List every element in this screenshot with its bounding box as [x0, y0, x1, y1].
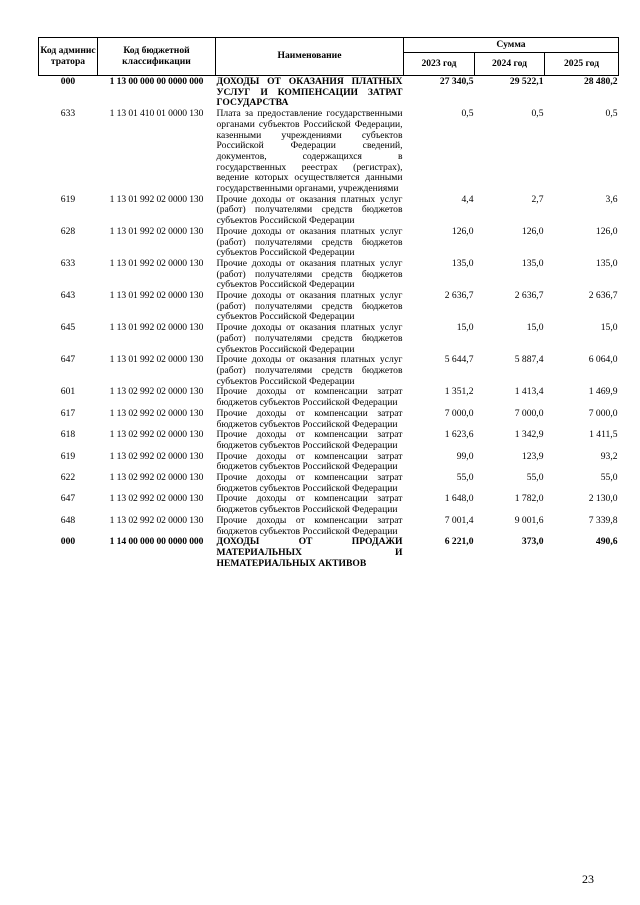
admin-code-cell: 622	[60, 472, 76, 484]
amount-2023-cell: 6 221,0	[444, 536, 474, 548]
admin-code-cell: 601	[60, 386, 76, 398]
amount-2025-cell: 28 480,2	[583, 76, 618, 87]
admin-code-cell: 628	[60, 225, 76, 237]
amount-2025-cell: 3,6	[605, 193, 618, 205]
budget-code-cell: 1 13 01 410 01 0000 130	[109, 108, 204, 120]
amount-2025-cell: 6 064,0	[588, 354, 618, 366]
amount-2025-cell: 1 469,9	[588, 386, 618, 398]
budget-code-cell: 1 13 02 992 02 0000 130	[109, 386, 204, 398]
amount-2023-cell: 1 351,2	[444, 386, 474, 398]
table-row	[39, 76, 619, 110]
admin-code-cell: 643	[60, 290, 76, 302]
amount-2025-cell: 15,0	[600, 322, 618, 334]
amount-2024-cell: 9 001,6	[514, 514, 544, 526]
admin-code-cell: 619	[60, 450, 76, 462]
header-sum: Сумма	[404, 38, 619, 53]
name-cell: Прочие доходы от компенсации затрат бюджетов субъектов Российской Федерации	[216, 514, 403, 537]
admin-code-cell: 617	[60, 407, 76, 419]
table-row	[39, 430, 619, 451]
amount-2024-cell: 135,0	[521, 257, 544, 269]
table-row	[39, 227, 619, 259]
name-cell: Прочие доходы от компенсации затрат бюджетов субъектов Российской Федерации	[216, 472, 403, 494]
name-cell: Прочие доходы от компенсации затрат бюджетов субъектов Российской Федерации	[216, 493, 403, 516]
table-header	[39, 38, 619, 76]
amount-2024-cell: 1 782,0	[514, 493, 544, 505]
name-cell: Прочие доходы от компенсации затрат бюджетов субъектов Российской Федерации	[216, 386, 403, 409]
budget-code-cell: 1 13 01 992 02 0000 130	[109, 257, 204, 269]
table-row	[39, 516, 619, 537]
budget-code-cell: 1 13 02 992 02 0000 130	[109, 493, 204, 505]
table-row	[39, 494, 619, 515]
name-cell: ДОХОДЫ ОТ ПРОДАЖИ МАТЕРИАЛЬНЫХ И НЕМАТЕРИАЛЬНЫХ АКТИВОВ	[216, 536, 403, 569]
name-cell: Прочие доходы от оказания платных услуг (работ) получателями средств бюджетов субъектов Российской Федерации	[216, 322, 403, 355]
header-admin-code: Код админис тратора	[39, 38, 98, 76]
admin-code-cell: 000	[60, 536, 76, 548]
amount-2025-cell: 0,5	[605, 108, 618, 120]
name-cell: Прочие доходы от компенсации затрат бюджетов субъектов Российской Федерации	[216, 407, 403, 430]
admin-code-cell: 647	[60, 354, 76, 366]
admin-code-cell: 645	[60, 322, 76, 334]
amount-2024-cell: 0,5	[531, 108, 544, 120]
table-row	[39, 355, 619, 387]
amount-2024-cell: 2 636,7	[514, 290, 544, 302]
name-cell: Прочие доходы от оказания платных услуг (работ) получателями средств бюджетов субъектов Российской Федерации	[216, 354, 403, 387]
admin-code-cell: 647	[60, 493, 76, 505]
header-year-2023: 2023 год	[404, 53, 475, 76]
amount-2025-cell: 7 339,8	[588, 514, 618, 526]
name-cell: Прочие доходы от оказания платных услуг (работ) получателями средств бюджетов субъектов Российской Федерации	[216, 193, 403, 227]
table-row	[39, 387, 619, 408]
amount-2023-cell: 7 001,4	[444, 514, 474, 526]
budget-code-cell: 1 13 02 992 02 0000 130	[109, 514, 204, 526]
header-year-2025: 2025 год	[545, 53, 619, 76]
table-row	[39, 195, 619, 227]
admin-code-cell: 619	[60, 193, 76, 205]
amount-2023-cell: 5 644,7	[444, 354, 474, 366]
budget-code-cell: 1 13 01 992 02 0000 130	[109, 290, 204, 302]
name-cell: ДОХОДЫ ОТ ОКАЗАНИЯ ПЛАТНЫХ УСЛУГ И КОМПЕНСАЦИИ ЗАТРАТ ГОСУДАРСТВА	[216, 76, 403, 109]
name-cell: Прочие доходы от оказания платных услуг (работ) получателями средств бюджетов субъектов Российской Федерации	[216, 290, 403, 323]
amount-2023-cell: 15,0	[456, 322, 474, 334]
amount-2024-cell: 123,9	[521, 450, 544, 462]
admin-code-cell: 648	[60, 514, 76, 526]
amount-2024-cell: 373,0	[521, 536, 544, 548]
name-cell: Плата за предоставление государственными органами субъектов Российской Федерации, казенными учреждениями субъектов Российской Федерации сведений, документов, содержащихся в государственных реестрах (регистрах), ведение которых осуществляется данными государственными органами, учреждениями	[216, 108, 403, 195]
budget-code-cell: 1 13 02 992 02 0000 130	[109, 429, 204, 441]
amount-2023-cell: 27 340,5	[439, 76, 474, 87]
amount-2023-cell: 1 623,6	[444, 429, 474, 441]
amount-2023-cell: 99,0	[456, 450, 474, 462]
amount-2023-cell: 0,5	[461, 108, 474, 120]
budget-code-cell: 1 13 01 992 02 0000 130	[109, 322, 204, 334]
amount-2024-cell: 1 342,9	[514, 429, 544, 441]
amount-2024-cell: 126,0	[521, 225, 544, 237]
page-number: 23	[582, 872, 594, 886]
amount-2024-cell: 7 000,0	[514, 407, 544, 419]
name-cell: Прочие доходы от компенсации затрат бюджетов субъектов Российской Федерации	[216, 450, 403, 473]
amount-2025-cell: 7 000,0	[588, 407, 618, 419]
table-row	[39, 291, 619, 323]
budget-code-cell: 1 13 01 992 02 0000 130	[109, 354, 204, 366]
amount-2025-cell: 135,0	[595, 257, 618, 269]
header-year-2024: 2024 год	[475, 53, 545, 76]
table-row	[39, 109, 619, 195]
header-name: Наименование	[216, 38, 404, 76]
amount-2023-cell: 4,4	[461, 193, 474, 205]
amount-2024-cell: 55,0	[526, 472, 544, 484]
amount-2024-cell: 29 522,1	[509, 76, 544, 87]
table-row	[39, 537, 619, 569]
amount-2023-cell: 1 648,0	[444, 493, 474, 505]
amount-2024-cell: 15,0	[526, 322, 544, 334]
amount-2023-cell: 55,0	[456, 472, 474, 484]
amount-2023-cell: 126,0	[451, 225, 474, 237]
admin-code-cell: 633	[60, 257, 76, 269]
budget-code-cell: 1 13 01 992 02 0000 130	[109, 225, 204, 237]
budget-code-cell: 1 13 02 992 02 0000 130	[109, 407, 204, 419]
budget-code-cell: 1 13 02 992 02 0000 130	[109, 450, 204, 462]
amount-2025-cell: 490,6	[595, 536, 618, 548]
budget-code-cell: 1 13 00 000 00 0000 000	[109, 76, 204, 87]
amount-2025-cell: 2 636,7	[588, 290, 618, 302]
amount-2023-cell: 2 636,7	[444, 290, 474, 302]
header-budget-code: Код бюджетной классификации	[98, 38, 216, 76]
admin-code-cell: 618	[60, 429, 76, 441]
admin-code-cell: 000	[60, 76, 76, 87]
budget-code-cell: 1 14 00 000 00 0000 000	[109, 536, 204, 548]
amount-2024-cell: 1 413,4	[514, 386, 544, 398]
table-row	[39, 259, 619, 291]
table-row	[39, 473, 619, 494]
amount-2025-cell: 93,2	[600, 450, 618, 462]
budget-revenue-table	[38, 37, 619, 569]
amount-2025-cell: 1 411,5	[589, 429, 618, 441]
budget-code-cell: 1 13 01 992 02 0000 130	[109, 193, 204, 205]
amount-2025-cell: 126,0	[595, 225, 618, 237]
amount-2023-cell: 7 000,0	[444, 407, 474, 419]
amount-2025-cell: 55,0	[600, 472, 618, 484]
table-body	[39, 76, 619, 570]
amount-2025-cell: 2 130,0	[588, 493, 618, 505]
budget-code-cell: 1 13 02 992 02 0000 130	[109, 472, 204, 484]
name-cell: Прочие доходы от компенсации затрат бюджетов субъектов Российской Федерации	[216, 429, 403, 451]
amount-2024-cell: 2,7	[531, 193, 544, 205]
table-row	[39, 323, 619, 355]
name-cell: Прочие доходы от оказания платных услуг (работ) получателями средств бюджетов субъектов Российской Федерации	[216, 225, 403, 259]
table-row	[39, 452, 619, 473]
amount-2024-cell: 5 887,4	[514, 354, 544, 366]
table-row	[39, 409, 619, 430]
name-cell: Прочие доходы от оказания платных услуг (работ) получателями средств бюджетов субъектов Российской Федерации	[216, 257, 403, 291]
admin-code-cell: 633	[60, 108, 76, 120]
amount-2023-cell: 135,0	[451, 257, 474, 269]
